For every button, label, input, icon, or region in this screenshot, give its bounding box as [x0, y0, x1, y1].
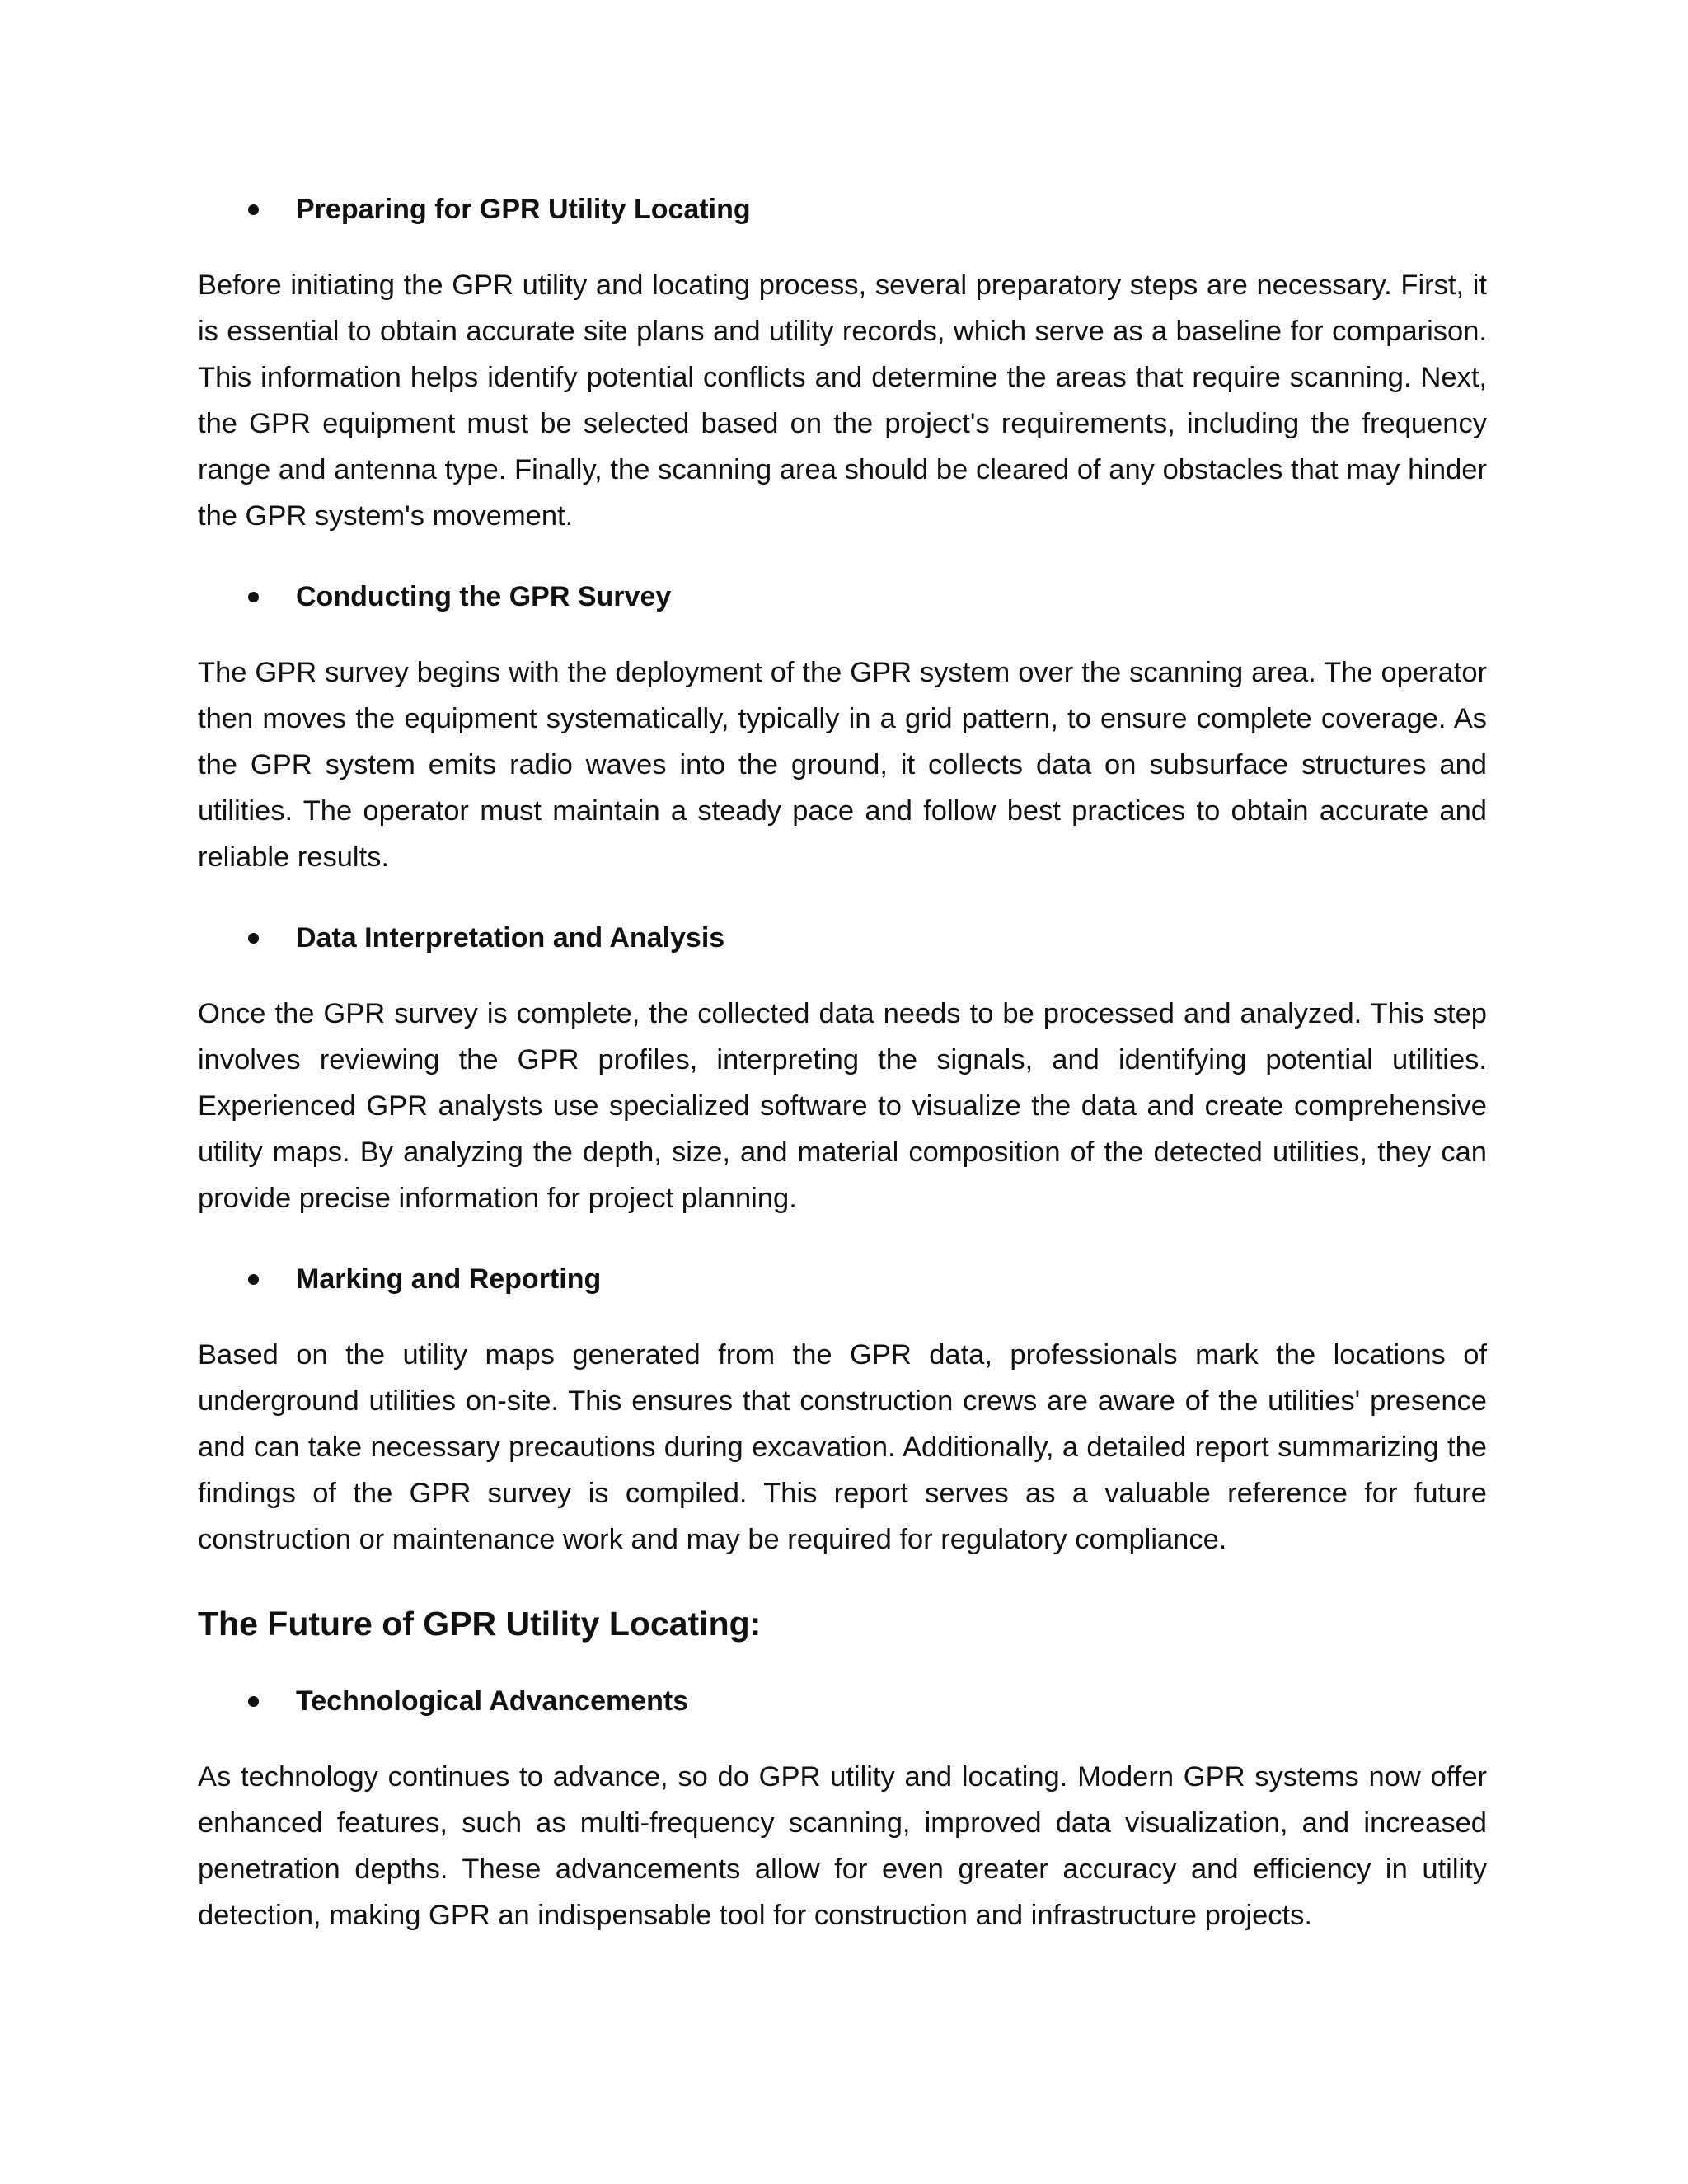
bullet-icon [248, 1696, 259, 1707]
paragraph-data-interpretation: Once the GPR survey is complete, the collected data needs to be processed and analyzed. This step involves reviewing the GPR profiles, interpreting the signals, and identifying potential utilities. Experienced GPR analysts use specialized software to visualize the data and create comprehensive utility maps. By analyzing the depth, size, and material composition of the detected utilities, they can provide precise information for project planning. [198, 998, 1487, 1214]
paragraph-marking: Based on the utility maps generated from the GPR data, professionals mark the locations of underground utilities on-site. This ensures that construction crews are aware of the utilities' presence and can take necessary precautions during excavation. Additionally, a detailed report summarizing the findings of the GPR survey is compiled. This report serves as a valuable reference for future construction or maintenance work and may be required for regulatory compliance. [198, 1339, 1487, 1555]
bullet-heading-marking [198, 1258, 1487, 1301]
bullet-icon [248, 592, 259, 602]
paragraph-preparing: Before initiating the GPR utility and locating process, several preparatory steps are necessary. First, it is essential to obtain accurate site plans and utility records, which serve as a baseline for comparison. This information helps identify potential conflicts and determine the areas that require scanning. Next, the GPR equipment must be selected based on the project's requirements, including the frequency range and antenna type. Finally, the scanning area should be cleared of any obstacles that may hinder the GPR system's movement. [198, 269, 1487, 532]
bullet-icon [248, 933, 259, 944]
bullet-icon [248, 204, 259, 215]
bullet-heading-data-interpretation [198, 916, 1487, 959]
bullet-heading-text: Technological Advancements [296, 1685, 689, 1717]
section-heading-future: The Future of GPR Utility Locating: [198, 1605, 762, 1643]
bullet-heading-text: Conducting the GPR Survey [296, 581, 672, 612]
bullet-heading-text: Marking and Reporting [296, 1263, 602, 1295]
paragraph-conducting: The GPR survey begins with the deployment of the GPR system over the scanning area. The operator then moves the equipment systematically, typically in a grid pattern, to ensure complete coverage. As the GPR system emits radio waves into the ground, it collects data on subsurface structures and utilities. The operator must maintain a steady pace and follow best practices to obtain accurate and reliable results. [198, 657, 1487, 873]
document-page [198, 188, 1487, 1975]
bullet-icon [248, 1274, 259, 1285]
bullet-heading-text: Preparing for GPR Utility Locating [296, 194, 751, 225]
bullet-heading-preparing [198, 188, 1487, 231]
bullet-heading-text: Data Interpretation and Analysis [296, 922, 725, 954]
bullet-heading-technological [198, 1680, 1487, 1722]
bullet-heading-conducting [198, 575, 1487, 618]
paragraph-technological: As technology continues to advance, so do GPR utility and locating. Modern GPR systems now offer enhanced features, such as multi-frequency scanning, improved data visualization, and increased penetration depths. These advancements allow for even greater accuracy and efficiency in utility detection, making GPR an indispensable tool for construction and infrastructure projects. [198, 1761, 1487, 1931]
